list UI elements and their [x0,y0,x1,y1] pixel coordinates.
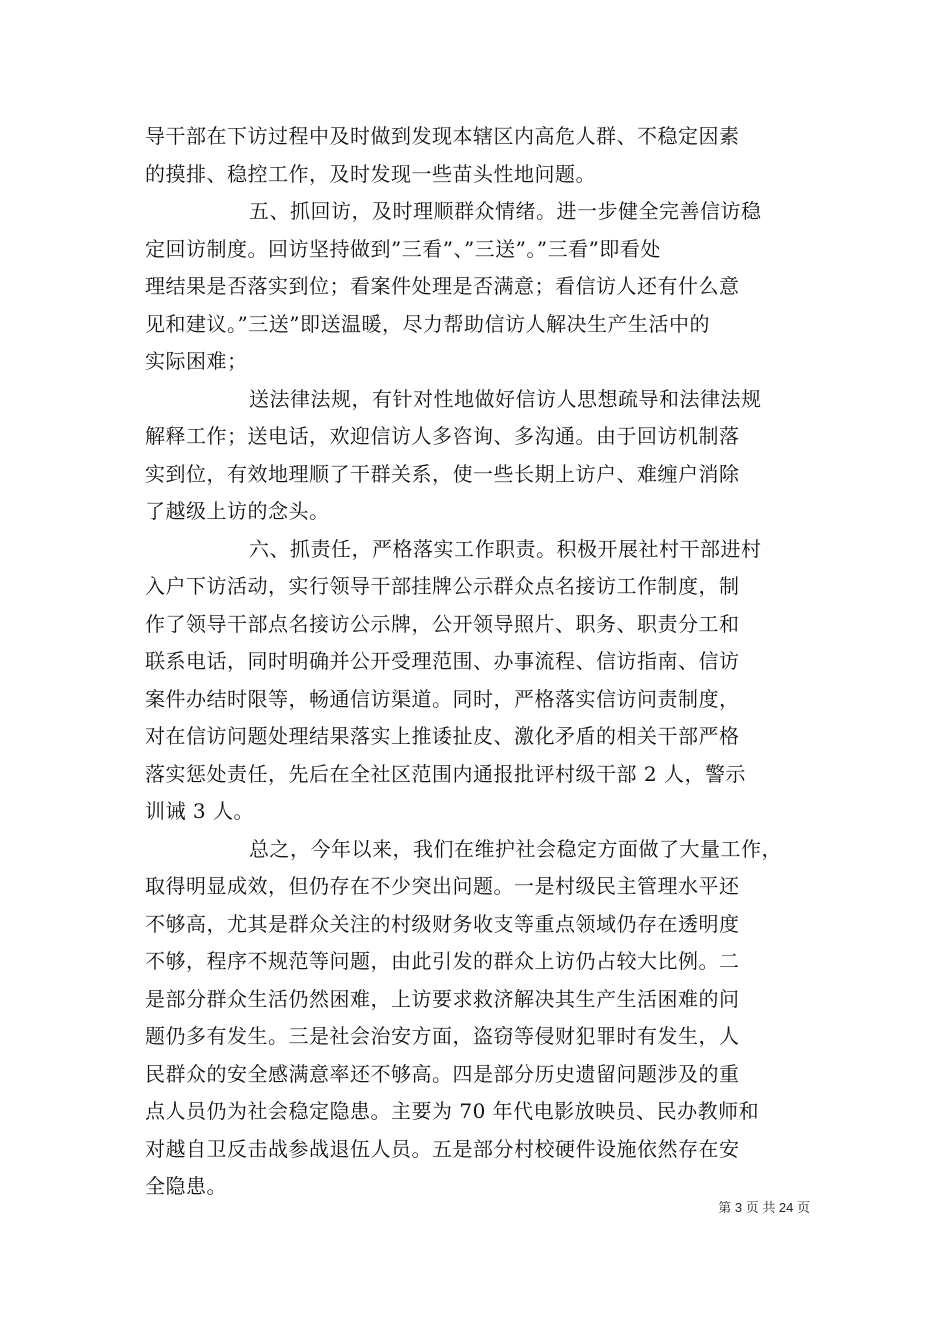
text-line: 实际困难； [145,349,248,373]
page-number: 第 3 页 共 24 页 [718,1200,810,1215]
text-line: 实到位，有效地理顺了干群关系，使一些长期上访户、难缠户消除 [145,461,740,486]
text-line: 联系电话，同时明确并公开受理范围、办事流程、信访指南、信访 [145,649,740,673]
text-line: 不够高，尤其是群众关注的村级财务收支等重点领域仍存在透明度 [145,911,740,936]
text-line: 理结果是否落实到位；看案件处理是否满意；看信访人还有什么意 [145,274,740,298]
paragraph-start: 送法律法规，有针对性地做好信访人思想疏导和法律法规 [249,386,762,411]
text-line: 入户下访活动，实行领导干部挂牌公示群众点名接访工作制度，制 [145,574,740,598]
text-line: 不够，程序不规范等问题，由此引发的群众上访仍占较大比例。二 [145,949,740,973]
paragraph-heading-5: 五、抓回访，及时理顺群众情绪。进一步健全完善信访稳 [249,199,762,223]
text-line: 是部分群众生活仍然困难，上访要求救济解决其生产生活困难的问 [145,986,740,1011]
text-line: 取得明显成效，但仍存在不少突出问题。一是村级民主管理水平还 [145,874,740,898]
text-line: 了越级上访的念头。 [145,499,330,523]
text-line: 案件办结时限等，畅通信访渠道。同时，严格落实信访问责制度， [145,686,740,711]
text-line: 见和建议。”三送”即送温暖，尽力帮助信访人解决生产生活中的 [145,311,710,336]
text-line: 解释工作；送电话，欢迎信访人多咨询、多沟通。由于回访机制落 [145,424,740,448]
text-line: 导干部在下访过程中及时做到发现本辖区内高危人群、不稳定因素 [145,124,740,148]
text-line: 民群众的安全感满意率还不够高。四是部分历史遗留问题涉及的重 [145,1061,740,1086]
text-line: 全隐患。 [145,1174,227,1198]
document-body [145,118,805,1206]
paragraph-summary: 总之，今年以来，我们在维护社会稳定方面做了大量工作， [249,836,782,861]
text-line: 对越自卫反击战参战退伍人员。五是部分村校硬件设施依然存在安 [145,1136,740,1161]
paragraph-heading-6: 六、抓责任，严格落实工作职责。积极开展社村干部进村 [249,536,762,561]
text-line: 题仍多有发生。三是社会治安方面，盗窃等侵财犯罪时有发生，人 [145,1024,740,1048]
text-line: 落实惩处责任，先后在全社区范围内通报批评村级干部 2 人，警示 [145,761,746,786]
text-line: 对在信访问题处理结果落实上推诿扯皮、激化矛盾的相关干部严格 [145,724,740,748]
text-line: 定回访制度。回访坚持做到”三看”、”三送”。”三看”即看处 [145,236,661,261]
text-line: 作了领导干部点名接访公示牌，公开领导照片、职务、职责分工和 [145,611,740,636]
text-line: 点人员仍为社会稳定隐患。主要为 70 年代电影放映员、民办教师和 [145,1099,760,1123]
text-line: 训诫 3 人。 [145,799,254,823]
text-line: 的摸排、稳控工作，及时发现一些苗头性地问题。 [145,161,596,186]
